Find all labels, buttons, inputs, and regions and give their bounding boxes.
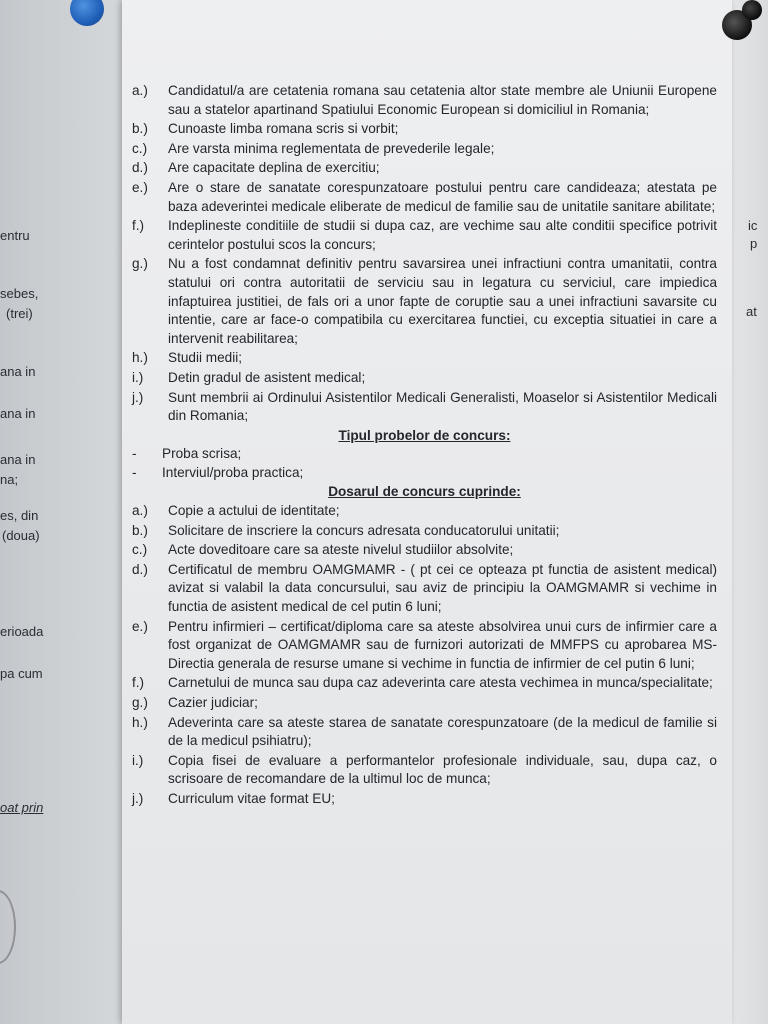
requirement-item xyxy=(132,389,717,426)
dosar-item-marker: h.) xyxy=(132,714,148,730)
left-fragment: ana in xyxy=(0,406,36,421)
dosar-item-marker: d.) xyxy=(132,561,148,577)
dosar-item-text: Copie a actului de identitate; xyxy=(168,503,340,519)
probe-list xyxy=(132,445,717,482)
dosar-item-marker: b.) xyxy=(132,522,148,538)
dosar-item-text: Solicitare de inscriere la concurs adresata conducatorului unitatii; xyxy=(168,522,560,538)
requirement-item-text: Nu a fost condamnat definitiv pentru savarsirea unei infractiuni contra umanitatii, contra statului ori contra autoritatii de serviciu sau in legatura cu serviciul, care impiedica infaptuirea justitiei, de fals ori a unor fapte de coruptie sau a unei infractiuni savarsite cu intentie, care ar face-o compatibila cu exercitarea functiei, cu exceptia situatiei in care a intervenit reabilitarea; xyxy=(168,256,717,346)
dosar-list xyxy=(132,502,717,809)
dosar-item-marker: a.) xyxy=(132,503,148,519)
requirement-item-text: Are capacitate deplina de exercitiu; xyxy=(168,160,380,176)
dosar-item-text: Acte doveditoare care sa ateste nivelul studiilor absolvite; xyxy=(168,542,514,558)
requirement-item-marker: h.) xyxy=(132,350,148,366)
dosar-item xyxy=(132,541,717,560)
left-fragment: pa cum xyxy=(0,666,43,681)
left-background-paper xyxy=(0,0,140,1024)
left-fragment: entru xyxy=(0,228,30,243)
requirement-item-marker: d.) xyxy=(132,160,148,176)
requirement-item xyxy=(132,159,717,178)
right-fragment: p xyxy=(750,236,758,251)
requirement-item xyxy=(132,217,717,254)
dosar-item-text: Carnetului de munca sau dupa caz adeverinta care atesta vechimea in munca/specialitate; xyxy=(168,675,713,691)
dosar-item-marker: f.) xyxy=(132,675,145,691)
dosar-item-text: Cazier judiciar; xyxy=(168,695,258,710)
probe-item-marker: - xyxy=(132,464,137,480)
requirement-item-text: Indeplineste conditiile de studii si dupa caz, are vechime sau alte conditii specifice potrivit cerintelor postului scos la concurs; xyxy=(168,218,717,252)
probe-item-text: Proba scrisa; xyxy=(162,446,242,462)
requirement-item xyxy=(132,140,717,159)
stamp-seal xyxy=(0,890,16,964)
dosar-item-marker: j.) xyxy=(132,790,144,806)
requirement-item-text: Are varsta minima reglementata de prevederile legale; xyxy=(168,140,495,156)
right-background-paper xyxy=(728,0,768,1024)
requirement-item xyxy=(132,255,717,348)
requirement-item-marker: b.) xyxy=(132,121,148,137)
dosar-item-marker: g.) xyxy=(132,695,148,710)
left-fragment: sebes, xyxy=(0,286,39,301)
dosar-item xyxy=(132,790,717,809)
right-fragment: ic xyxy=(748,218,758,233)
requirement-item xyxy=(132,369,717,388)
requirements-list xyxy=(132,82,717,426)
probe-item xyxy=(132,445,717,464)
requirement-item-text: Studii medii; xyxy=(168,350,243,366)
left-fragment: (doua) xyxy=(2,528,40,543)
probe-heading: Tipul probelor de concurs: xyxy=(338,427,511,443)
left-fragment: oat prin xyxy=(0,800,44,815)
dosar-item xyxy=(132,522,717,541)
left-fragment: es, din xyxy=(0,508,39,523)
requirement-item xyxy=(132,82,717,119)
requirement-item xyxy=(132,120,717,139)
requirement-item-text: Cunoaste limba romana scris si vorbit; xyxy=(168,121,399,137)
probe-item-marker: - xyxy=(132,446,137,462)
dosar-item xyxy=(132,502,717,521)
dosar-item-text: Certificatul de membru OAMGMAMR - ( pt cei ce opteaza pt functia de asistent medical) avizat si valabil la data concursului, sau aviz de principiu la OAMGMAMR si vechime in functia de asistent medical de cel putin 6 luni; xyxy=(168,561,717,615)
left-fragment: (trei) xyxy=(6,306,33,321)
dosar-item xyxy=(132,694,717,713)
left-fragment: ana in xyxy=(0,452,36,467)
dosar-item-text: Copia fisei de evaluare a performantelor profesionale individuale, sau, dupa caz, o scrisoare de recomandare de la ultimul loc de munca; xyxy=(168,752,717,787)
dosar-heading: Dosarul de concurs cuprinde: xyxy=(328,484,521,500)
requirement-item-text: Candidatul/a are cetatenia romana sau cetatenia altor state membre ale Uniunii Europene sau a statelor apartinand Spatiului Economic European si domiciliul in Romania; xyxy=(168,83,717,117)
dosar-item-marker: i.) xyxy=(132,752,144,768)
dosar-item-text: Curriculum vitae format EU; xyxy=(168,790,335,806)
requirement-item xyxy=(132,349,717,368)
dosar-item xyxy=(132,561,717,617)
dosar-item-marker: c.) xyxy=(132,542,148,558)
requirement-item-text: Sunt membrii ai Ordinului Asistentilor Medicali Generalisti, Moaselor si Asistentilor Medicali din Romania; xyxy=(168,389,717,424)
left-fragment: ana in xyxy=(0,364,36,379)
requirement-item xyxy=(132,179,717,216)
black-pushpin-icon xyxy=(742,0,762,20)
requirement-item-marker: a.) xyxy=(132,83,148,98)
document-content xyxy=(132,82,717,810)
dosar-item xyxy=(132,714,717,751)
dosar-item xyxy=(132,752,717,789)
dosar-item-marker: e.) xyxy=(132,618,148,634)
right-fragment: at xyxy=(746,304,757,319)
requirement-item-marker: g.) xyxy=(132,256,148,272)
dosar-item-text: Adeverinta care sa ateste starea de sanatate corespunzatoare (de la medicul de familie si de la medicul psihiatru); xyxy=(168,714,717,749)
requirement-item-marker: c.) xyxy=(132,140,148,156)
requirement-item-text: Detin gradul de asistent medical; xyxy=(168,369,366,385)
requirement-item-marker: i.) xyxy=(132,369,144,385)
requirement-item-marker: j.) xyxy=(132,389,144,405)
left-fragment: na; xyxy=(0,472,19,487)
probe-item-text: Interviul/proba practica; xyxy=(162,464,304,480)
requirement-item-marker: e.) xyxy=(132,179,148,195)
requirement-item-text: Are o stare de sanatate corespunzatoare postului pentru care candideaza; atestata pe baza adeverintei medicale eliberate de medicul de familie sau de unitatile sanitare abilitate; xyxy=(168,179,717,214)
dosar-item xyxy=(132,618,717,674)
requirement-item-marker: f.) xyxy=(132,218,145,234)
left-fragment: erioada xyxy=(0,624,44,639)
document-page xyxy=(122,0,732,1024)
probe-item xyxy=(132,464,717,483)
dosar-item-text: Pentru infirmieri – certificat/diploma care sa ateste absolvirea unui curs de infirmier care a fost organizat de OAMGMAMR sau de furnizori autorizati de MMFPS cu aprobarea MS-Directia generala de resurse umane si vechime in functia de infirmier de cel putin 6 luni; xyxy=(168,618,717,671)
dosar-item xyxy=(132,674,717,693)
